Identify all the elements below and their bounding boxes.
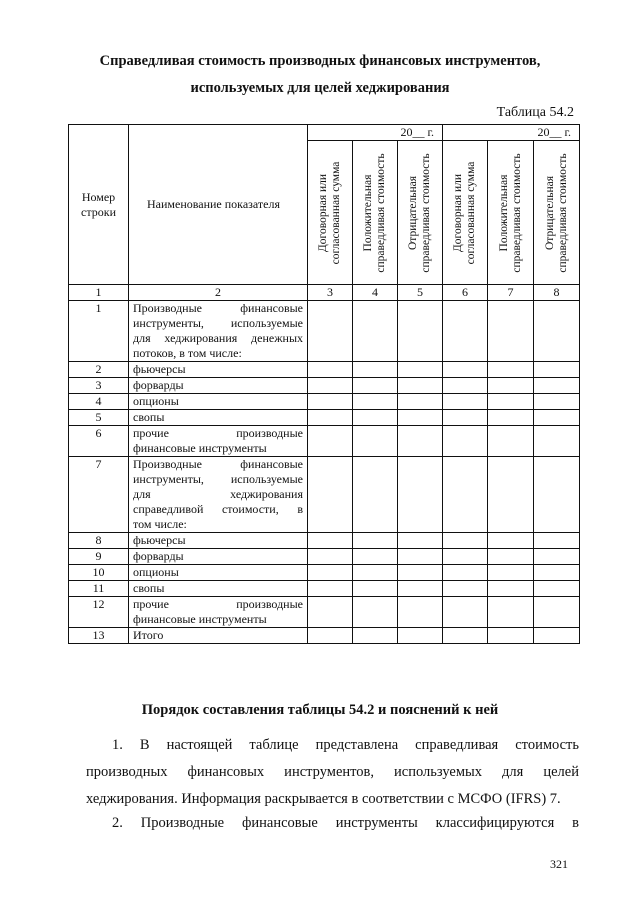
table-row <box>69 426 580 457</box>
header-contract-amount-1: Договорная или согласованная сумма <box>308 141 353 285</box>
value-cell[interactable] <box>398 597 443 628</box>
row-indicator <box>129 565 308 581</box>
value-cell[interactable] <box>534 549 580 565</box>
row-number: 7 <box>69 457 129 533</box>
value-cell[interactable] <box>398 628 443 644</box>
value-cell[interactable] <box>398 301 443 362</box>
header-positive-fair-value-1: Положительная справедливая стоимость <box>353 141 398 285</box>
value-cell[interactable] <box>308 628 353 644</box>
value-cell[interactable] <box>308 301 353 362</box>
row-number: 2 <box>69 362 129 378</box>
header-row-number: Номер строки <box>69 125 129 285</box>
row-indicator-line: потоков, в том числе: <box>133 346 242 360</box>
value-cell[interactable] <box>308 581 353 597</box>
value-cell[interactable] <box>353 549 398 565</box>
row-indicator-line: для хеджирования денежных <box>133 331 303 345</box>
row-indicator-line: Производные финансовые <box>133 301 303 315</box>
value-cell[interactable] <box>308 457 353 533</box>
row-indicator <box>129 597 308 628</box>
header-year-1: 20__ г. <box>308 125 443 141</box>
value-cell[interactable] <box>308 378 353 394</box>
column-numbers-row <box>69 285 580 301</box>
row-number: 10 <box>69 565 129 581</box>
table-row <box>69 597 580 628</box>
row-indicator <box>129 394 308 410</box>
column-number: 1 <box>69 285 129 301</box>
value-cell[interactable] <box>443 426 488 457</box>
paragraph-1 <box>86 732 579 813</box>
value-cell[interactable] <box>443 410 488 426</box>
value-cell[interactable] <box>308 426 353 457</box>
row-indicator <box>129 628 308 644</box>
column-number: 2 <box>129 285 308 301</box>
value-cell[interactable] <box>534 301 580 362</box>
value-cell[interactable] <box>398 410 443 426</box>
row-number: 3 <box>69 378 129 394</box>
row-indicator-line: для хеджирования <box>133 487 303 501</box>
value-cell[interactable] <box>308 533 353 549</box>
row-indicator-line: справедливой стоимости, в <box>133 502 303 516</box>
value-cell[interactable] <box>308 362 353 378</box>
table-row <box>69 628 580 644</box>
column-number: 7 <box>488 285 534 301</box>
value-cell[interactable] <box>488 565 534 581</box>
page-number: 321 <box>550 857 568 871</box>
value-cell[interactable] <box>443 549 488 565</box>
value-cell[interactable] <box>443 362 488 378</box>
table-row <box>69 533 580 549</box>
value-cell[interactable] <box>308 410 353 426</box>
value-cell[interactable] <box>443 533 488 549</box>
table-row <box>69 362 580 378</box>
value-cell[interactable] <box>308 565 353 581</box>
value-cell[interactable] <box>488 457 534 533</box>
value-cell[interactable] <box>353 362 398 378</box>
column-number: 8 <box>534 285 580 301</box>
value-cell[interactable] <box>488 597 534 628</box>
row-indicator-line: форварды <box>133 549 184 563</box>
value-cell[interactable] <box>534 533 580 549</box>
row-number: 8 <box>69 533 129 549</box>
paragraph-1-line: производных финансовых инструментов, используемых для целей <box>86 764 579 780</box>
value-cell[interactable] <box>443 378 488 394</box>
row-indicator-line: фьючерсы <box>133 362 186 376</box>
row-indicator <box>129 457 308 533</box>
value-cell[interactable] <box>488 394 534 410</box>
value-cell[interactable] <box>488 581 534 597</box>
value-cell[interactable] <box>534 426 580 457</box>
row-indicator-line: форварды <box>133 378 184 392</box>
value-cell[interactable] <box>488 533 534 549</box>
value-cell[interactable] <box>353 426 398 457</box>
table-row <box>69 549 580 565</box>
row-indicator-line: инструменты, используемые <box>133 472 303 486</box>
row-number: 1 <box>69 301 129 362</box>
table-row <box>69 410 580 426</box>
page-title-line-2: используемых для целей хеджирования <box>190 80 450 96</box>
paragraph-2-line: 2. Производные финансовые инструменты классифицируются в <box>112 815 579 831</box>
value-cell[interactable] <box>534 362 580 378</box>
table-label: Таблица 54.2 <box>496 105 574 120</box>
value-cell[interactable] <box>534 457 580 533</box>
row-indicator <box>129 301 308 362</box>
row-indicator-line: опционы <box>133 565 179 579</box>
row-number: 13 <box>69 628 129 644</box>
row-indicator-line: прочие производные <box>133 597 303 611</box>
value-cell[interactable] <box>488 301 534 362</box>
column-number: 4 <box>353 285 398 301</box>
value-cell[interactable] <box>353 628 398 644</box>
value-cell[interactable] <box>534 597 580 628</box>
value-cell[interactable] <box>398 565 443 581</box>
row-indicator-line: прочие производные <box>133 426 303 440</box>
value-cell[interactable] <box>398 581 443 597</box>
value-cell[interactable] <box>534 581 580 597</box>
value-cell[interactable] <box>353 301 398 362</box>
value-cell[interactable] <box>353 533 398 549</box>
value-cell[interactable] <box>443 394 488 410</box>
row-indicator-line: Производные финансовые <box>133 457 303 471</box>
value-cell[interactable] <box>443 301 488 362</box>
value-cell[interactable] <box>398 394 443 410</box>
value-cell[interactable] <box>534 628 580 644</box>
row-number: 4 <box>69 394 129 410</box>
row-indicator <box>129 362 308 378</box>
value-cell[interactable] <box>534 565 580 581</box>
row-indicator-line: финансовые инструменты <box>133 612 267 626</box>
row-indicator <box>129 378 308 394</box>
section-title: Порядок составления таблицы 54.2 и пояснений к ней <box>141 702 499 718</box>
value-cell[interactable] <box>488 378 534 394</box>
header-contract-amount-2: Договорная или согласованная сумма <box>443 141 488 285</box>
value-cell[interactable] <box>353 394 398 410</box>
paragraph-1-line: 1. В настоящей таблице представлена справедливая стоимость <box>112 737 579 753</box>
value-cell[interactable] <box>443 628 488 644</box>
row-indicator-line: Итого <box>133 628 164 642</box>
row-indicator <box>129 426 308 457</box>
row-indicator-line: опционы <box>133 394 179 408</box>
row-number: 5 <box>69 410 129 426</box>
table-row <box>69 378 580 394</box>
row-indicator-line: свопы <box>133 581 165 595</box>
paragraph-1-line: хеджирования. Информация раскрывается в соответствии с МСФО (IFRS) 7. <box>86 791 561 807</box>
header-year-2: 20__ г. <box>443 125 580 141</box>
column-number: 5 <box>398 285 443 301</box>
value-cell[interactable] <box>353 581 398 597</box>
value-cell[interactable] <box>534 410 580 426</box>
column-number: 3 <box>308 285 353 301</box>
value-cell[interactable] <box>353 597 398 628</box>
table-row <box>69 457 580 533</box>
row-indicator <box>129 410 308 426</box>
table-row <box>69 394 580 410</box>
row-number: 12 <box>69 597 129 628</box>
value-cell[interactable] <box>353 410 398 426</box>
page-title-line-1: Справедливая стоимость производных финансовых инструментов, <box>99 53 541 69</box>
row-indicator <box>129 549 308 565</box>
value-cell[interactable] <box>488 410 534 426</box>
value-cell[interactable] <box>308 394 353 410</box>
value-cell[interactable] <box>488 362 534 378</box>
row-indicator-line: финансовые инструменты <box>133 441 267 455</box>
value-cell[interactable] <box>488 628 534 644</box>
value-cell[interactable] <box>353 378 398 394</box>
value-cell[interactable] <box>308 597 353 628</box>
header-negative-fair-value-1: Отрицательная справедливая стоимость <box>398 141 443 285</box>
value-cell[interactable] <box>443 581 488 597</box>
table-row <box>69 301 580 362</box>
value-cell[interactable] <box>398 549 443 565</box>
row-indicator-line: инструменты, используемые <box>133 316 303 330</box>
value-cell[interactable] <box>353 565 398 581</box>
value-cell[interactable] <box>398 426 443 457</box>
fair-value-table <box>68 124 580 644</box>
value-cell[interactable] <box>443 597 488 628</box>
value-cell[interactable] <box>534 378 580 394</box>
row-number: 6 <box>69 426 129 457</box>
column-number: 6 <box>443 285 488 301</box>
value-cell[interactable] <box>308 549 353 565</box>
row-number: 11 <box>69 581 129 597</box>
table-row <box>69 581 580 597</box>
row-indicator <box>129 533 308 549</box>
table-row <box>69 565 580 581</box>
row-number: 9 <box>69 549 129 565</box>
paragraph-2 <box>86 810 579 837</box>
header-positive-fair-value-2: Положительная справедливая стоимость <box>488 141 534 285</box>
value-cell[interactable] <box>398 457 443 533</box>
value-cell[interactable] <box>398 362 443 378</box>
row-indicator <box>129 581 308 597</box>
value-cell[interactable] <box>353 457 398 533</box>
row-indicator-line: фьючерсы <box>133 533 186 547</box>
row-indicator-line: свопы <box>133 410 165 424</box>
value-cell[interactable] <box>398 378 443 394</box>
value-cell[interactable] <box>488 549 534 565</box>
value-cell[interactable] <box>534 394 580 410</box>
value-cell[interactable] <box>398 533 443 549</box>
row-indicator-line: том числе: <box>133 517 187 531</box>
header-negative-fair-value-2: Отрицательная справедливая стоимость <box>534 141 580 285</box>
value-cell[interactable] <box>443 457 488 533</box>
value-cell[interactable] <box>443 565 488 581</box>
header-indicator: Наименование показателя <box>129 125 308 285</box>
value-cell[interactable] <box>488 426 534 457</box>
